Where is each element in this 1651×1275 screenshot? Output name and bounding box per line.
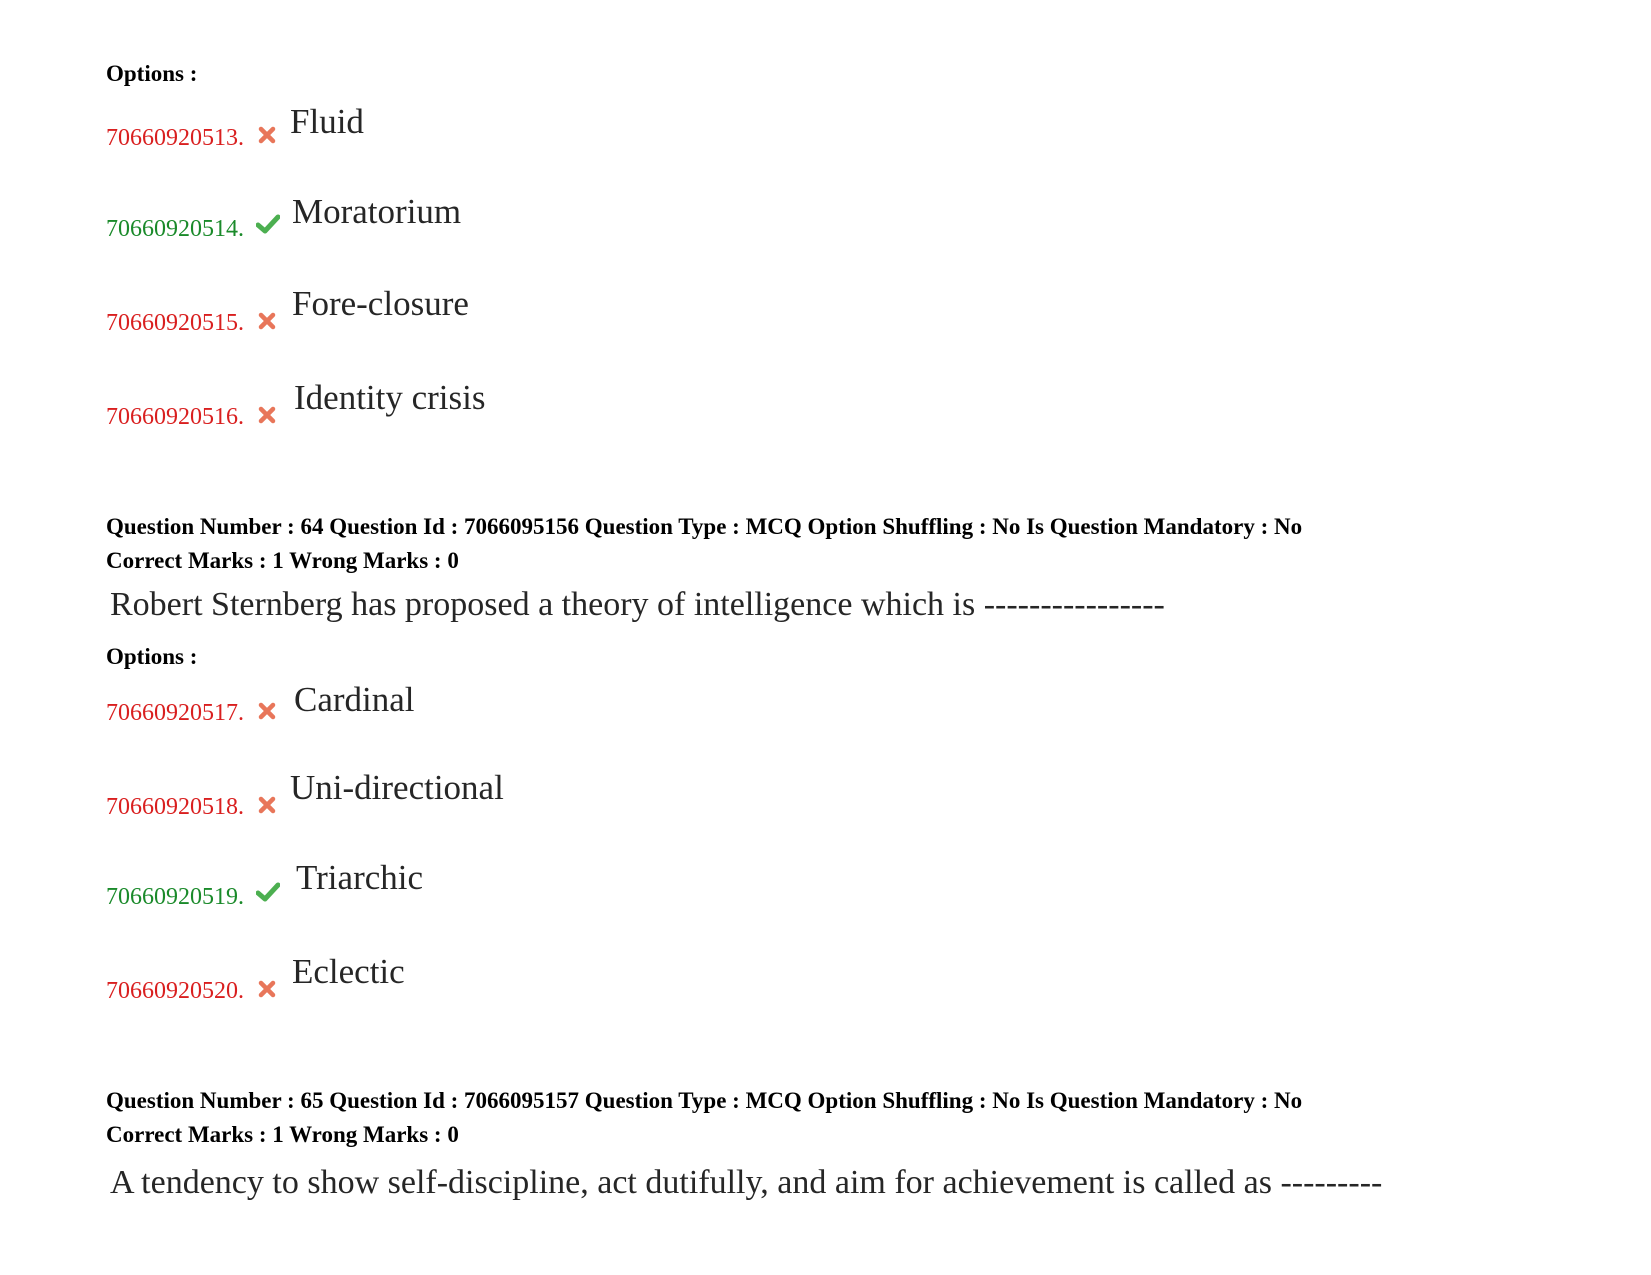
option-text: Moratorium [292,192,462,231]
option-text: Fluid [290,102,364,141]
question-text: Robert Sternberg has proposed a theory of intelligence which is ---------------- [110,586,1165,623]
options-label: Options : [106,644,198,669]
option-text: Fore-closure [292,284,469,323]
cross-icon [258,980,280,1002]
question-meta: Question Number : 65 Question Id : 7066095157 Question Type : MCQ Option Shuffling : No Is Question Mandatory : No [106,1088,1303,1113]
option-id: 70660920514. [106,216,244,242]
option-id: 70660920519. [106,884,244,910]
option-id: 70660920517. [106,700,244,726]
option-id: 70660920515. [106,310,244,336]
question-marks: Correct Marks : 1 Wrong Marks : 0 [106,1122,459,1147]
option-text: Eclectic [292,952,405,991]
cross-icon [258,702,280,724]
check-icon [256,882,278,904]
cross-icon [258,796,280,818]
cross-icon [258,312,280,334]
option-text: Uni-directional [290,768,504,807]
option-text: Cardinal [294,680,415,719]
question-meta: Question Number : 64 Question Id : 7066095156 Question Type : MCQ Option Shuffling : No Is Question Mandatory : No [106,514,1303,539]
option-text: Identity crisis [294,378,486,417]
option-text: Triarchic [296,858,424,897]
options-label: Options : [106,61,198,86]
cross-icon [258,406,280,428]
option-id: 70660920518. [106,794,244,820]
cross-icon [258,126,280,148]
option-id: 70660920513. [106,125,244,151]
question-text: A tendency to show self-discipline, act dutifully, and aim for achievement is called as --------- [110,1164,1383,1201]
option-id: 70660920516. [106,404,244,430]
check-icon [256,214,278,236]
question-marks: Correct Marks : 1 Wrong Marks : 0 [106,548,459,573]
option-id: 70660920520. [106,978,244,1004]
